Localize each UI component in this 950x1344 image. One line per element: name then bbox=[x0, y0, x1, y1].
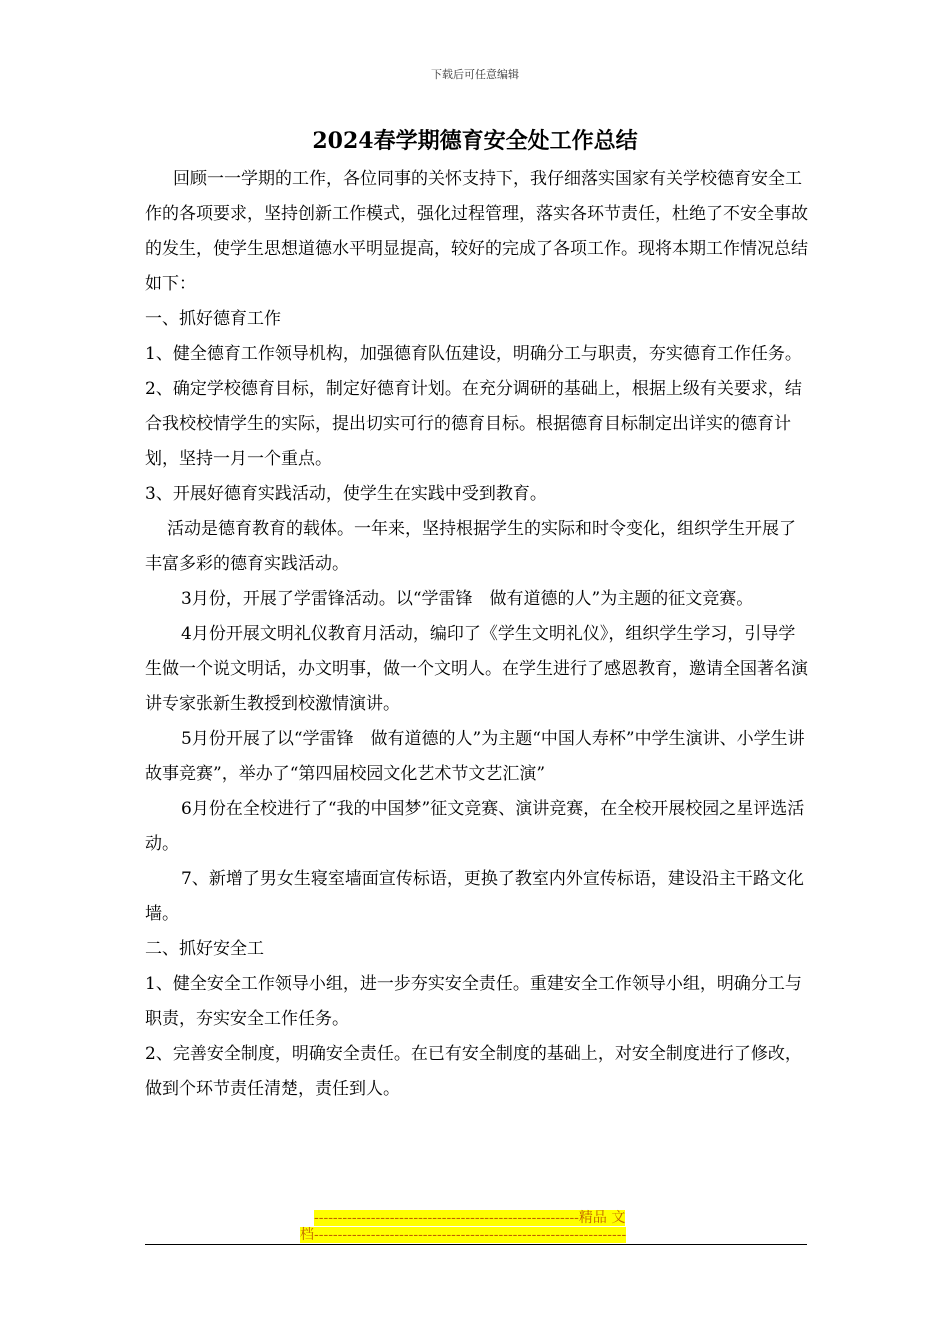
paragraph-safety-1: 1、健全安全工作领导小组，进一步夯实安全责任。重建安全工作领导小组，明确分工与职责，夯实安全工作任务。 bbox=[145, 974, 802, 1029]
paragraph-april: 4月份开展文明礼仪教育月活动，编印了《学生文明礼仪》，组织学生学习，引导学生做一个说文明话，办文明事，做一个文明人。在学生进行了感恩教育，邀请全国著名演讲专家张新生教授到校激情演讲。 bbox=[145, 624, 808, 714]
footer-line-1: --------------------------------------------------------精品 文 bbox=[314, 1210, 626, 1226]
section-heading-safety: 二、抓好安全工 bbox=[145, 939, 264, 959]
header-note: 下载后可任意编辑 bbox=[431, 68, 519, 81]
paragraph-may: 5月份开展了以“学雷锋 做有道德的人”为主题“中国人寿杯”中学生演讲、小学生讲故事竞赛”，举办了“第四届校园文化艺术节文艺汇演” bbox=[145, 729, 805, 784]
footer-divider bbox=[145, 1244, 807, 1245]
intro-paragraph: 回顾一一学期的工作，各位同事的关怀支持下，我仔细落实国家有关学校德育安全工作的各项要求，坚持创新工作模式，强化过程管理，落实各环节责任，杜绝了不安全事故的发生，使学生思想道德水平明显提高，较好的完成了各项工作。现将本期工作情况总结如下： bbox=[145, 169, 808, 294]
paragraph-item-2: 2、确定学校德育目标，制定好德育计划。在充分调研的基础上，根据上级有关要求，结合我校校情学生的实际，提出切实可行的德育目标。根据德育目标制定出详实的德育计划，坚持一月一个重点。 bbox=[145, 379, 802, 469]
paragraph-march: 3月份，开展了学雷锋活动。以“学雷锋 做有道德的人”为主题的征文竞赛。 bbox=[181, 589, 754, 609]
document-title: 2024春学期德育安全处工作总结 bbox=[312, 128, 638, 154]
paragraph-june: 6月份在全校进行了“我的中国梦”征文竞赛、演讲竞赛，在全校开展校园之星评选活动。 bbox=[145, 799, 805, 854]
paragraph-item-7: 7、新增了男女生寝室墙面宣传标语，更换了教室内外宣传标语，建设沿主干路文化墙。 bbox=[145, 869, 804, 924]
footer-watermark bbox=[300, 1210, 650, 1244]
footer-line-2: 档------------------------------------------------------------------ bbox=[300, 1227, 627, 1243]
paragraph-item-1: 1、健全德育工作领导机构，加强德育队伍建设，明确分工与职责，夯实德育工作任务。 bbox=[145, 344, 802, 364]
paragraph-safety-2: 2、完善安全制度，明确安全责任。在已有安全制度的基础上，对安全制度进行了修改，做到个环节责任清楚，责任到人。 bbox=[145, 1044, 802, 1099]
document-body bbox=[145, 162, 810, 1107]
paragraph-item-3: 3、开展好德育实践活动，使学生在实践中受到教育。 bbox=[145, 484, 547, 504]
section-heading-moral: 一、抓好德育工作 bbox=[145, 309, 281, 329]
paragraph-activities: 活动是德育教育的载体。一年来，坚持根据学生的实际和时令变化，组织学生开展了丰富多彩的德育实践活动。 bbox=[145, 519, 796, 574]
